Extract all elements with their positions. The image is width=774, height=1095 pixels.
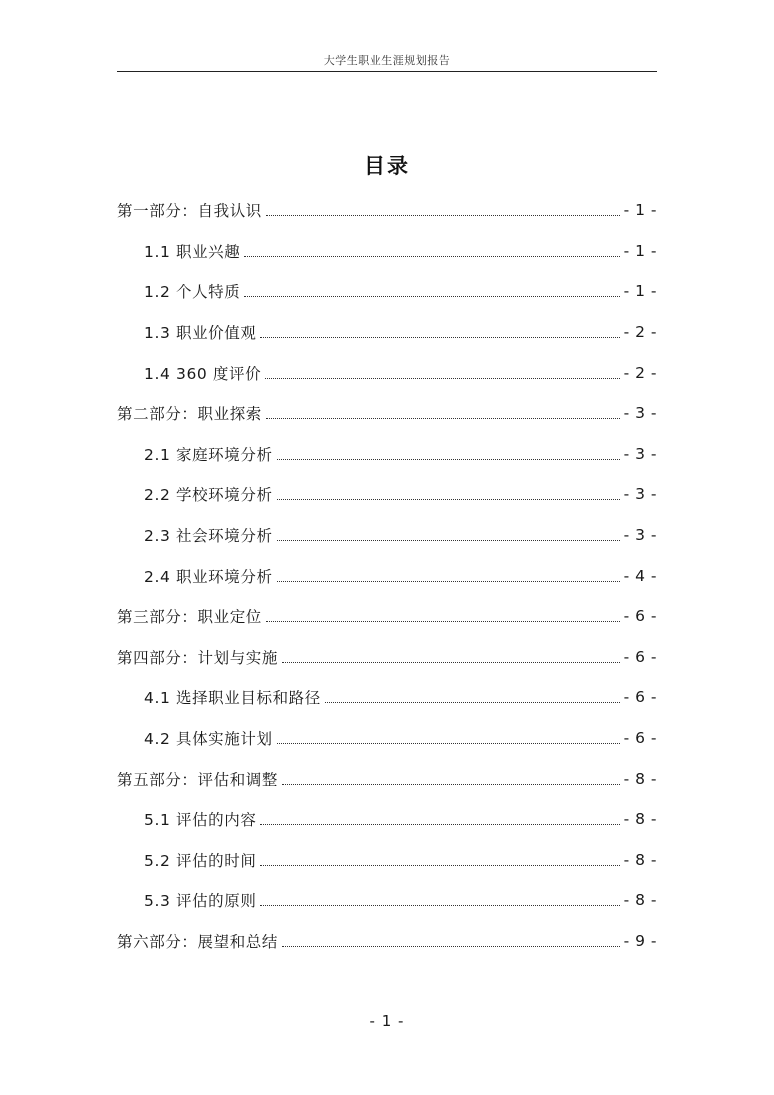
- toc-entry-page-number: - 6 -: [623, 647, 657, 666]
- toc-entry-label: 1.3 职业价值观: [144, 324, 257, 343]
- toc-dot-leader: [282, 783, 620, 785]
- toc-dot-leader: [277, 539, 620, 541]
- toc-entry-label: 1.2 个人特质: [144, 283, 241, 302]
- toc-entry-page-number: - 1 -: [623, 241, 657, 260]
- running-header-title: 大学生职业生涯规划报告: [323, 54, 451, 67]
- toc-dot-leader: [266, 620, 620, 622]
- toc-entry-page-number: - 8 -: [623, 891, 657, 910]
- toc-entry-page-number: - 6 -: [623, 607, 657, 626]
- toc-dot-leader: [260, 823, 619, 825]
- toc-entry-label: 第五部分：评估和调整: [117, 770, 279, 789]
- toc-dot-leader: [277, 498, 620, 500]
- toc-entry-part[interactable]: [117, 596, 657, 637]
- toc-entry-label: 4.2 具体实施计划: [144, 730, 273, 749]
- toc-entry-part[interactable]: [117, 921, 657, 962]
- toc-entry-section[interactable]: [117, 474, 657, 515]
- toc-entry-section[interactable]: [117, 312, 657, 353]
- toc-entry-section[interactable]: [117, 515, 657, 556]
- toc-entry-section[interactable]: [117, 840, 657, 881]
- toc-entry-label: 2.2 学校环境分析: [144, 486, 273, 505]
- toc-entry-page-number: - 1 -: [623, 201, 657, 220]
- toc-dot-leader: [282, 661, 620, 663]
- toc-entry-label: 5.3 评估的原则: [144, 892, 257, 911]
- toc-entry-page-number: - 6 -: [623, 688, 657, 707]
- toc-entry-label: 第二部分：职业探索: [117, 405, 262, 424]
- toc-entry-label: 第四部分：计划与实施: [117, 648, 279, 667]
- toc-entry-label: 2.3 社会环境分析: [144, 527, 273, 546]
- toc-dot-leader: [277, 742, 620, 744]
- toc-entry-page-number: - 8 -: [623, 769, 657, 788]
- toc-entry-label: 第六部分：展望和总结: [117, 932, 279, 951]
- toc-entry-label: 5.1 评估的内容: [144, 811, 257, 830]
- toc-dot-leader: [277, 458, 620, 460]
- toc-entry-part[interactable]: [117, 637, 657, 678]
- toc-dot-leader: [266, 417, 620, 419]
- toc-dot-leader: [260, 864, 619, 866]
- toc-entry-page-number: - 3 -: [623, 404, 657, 423]
- toc-entry-part[interactable]: [117, 190, 657, 231]
- toc-entry-label: 1.4 360 度评价: [144, 364, 262, 383]
- table-of-contents: [117, 190, 657, 961]
- toc-entry-section[interactable]: [117, 880, 657, 921]
- toc-dot-leader: [325, 701, 620, 703]
- header-rule: [117, 71, 657, 72]
- toc-dot-leader: [265, 377, 619, 379]
- toc-entry-label: 4.1 选择职业目标和路径: [144, 689, 321, 708]
- toc-entry-section[interactable]: [117, 555, 657, 596]
- toc-entry-page-number: - 3 -: [623, 485, 657, 504]
- toc-entry-part[interactable]: [117, 393, 657, 434]
- toc-dot-leader: [277, 580, 620, 582]
- toc-entry-part[interactable]: [117, 758, 657, 799]
- toc-entry-label: 2.1 家庭环境分析: [144, 445, 273, 464]
- toc-title: 目录: [364, 154, 410, 178]
- toc-entry-section[interactable]: [117, 799, 657, 840]
- toc-dot-leader: [282, 945, 620, 947]
- toc-dot-leader: [260, 336, 619, 338]
- toc-dot-leader: [260, 904, 619, 906]
- toc-entry-section[interactable]: [117, 231, 657, 272]
- toc-entry-page-number: - 2 -: [623, 323, 657, 342]
- toc-entry-page-number: - 1 -: [623, 282, 657, 301]
- toc-entry-label: 2.4 职业环境分析: [144, 567, 273, 586]
- toc-entry-section[interactable]: [117, 434, 657, 475]
- toc-entry-section[interactable]: [117, 718, 657, 759]
- toc-entry-section[interactable]: [117, 677, 657, 718]
- page-number: - 1 -: [369, 1012, 405, 1030]
- toc-entry-page-number: - 8 -: [623, 850, 657, 869]
- toc-entry-section[interactable]: [117, 271, 657, 312]
- toc-entry-page-number: - 4 -: [623, 566, 657, 585]
- toc-entry-label: 第三部分：职业定位: [117, 608, 262, 627]
- toc-entry-page-number: - 6 -: [623, 729, 657, 748]
- toc-dot-leader: [266, 214, 620, 216]
- toc-entry-section[interactable]: [117, 352, 657, 393]
- toc-entry-label: 1.1 职业兴趣: [144, 242, 241, 261]
- toc-entry-page-number: - 3 -: [623, 444, 657, 463]
- toc-dot-leader: [244, 295, 619, 297]
- toc-dot-leader: [244, 255, 619, 257]
- toc-entry-label: 第一部分：自我认识: [117, 202, 262, 221]
- toc-entry-page-number: - 8 -: [623, 810, 657, 829]
- toc-entry-label: 5.2 评估的时间: [144, 851, 257, 870]
- toc-entry-page-number: - 3 -: [623, 526, 657, 545]
- toc-entry-page-number: - 2 -: [623, 363, 657, 382]
- toc-entry-page-number: - 9 -: [623, 931, 657, 950]
